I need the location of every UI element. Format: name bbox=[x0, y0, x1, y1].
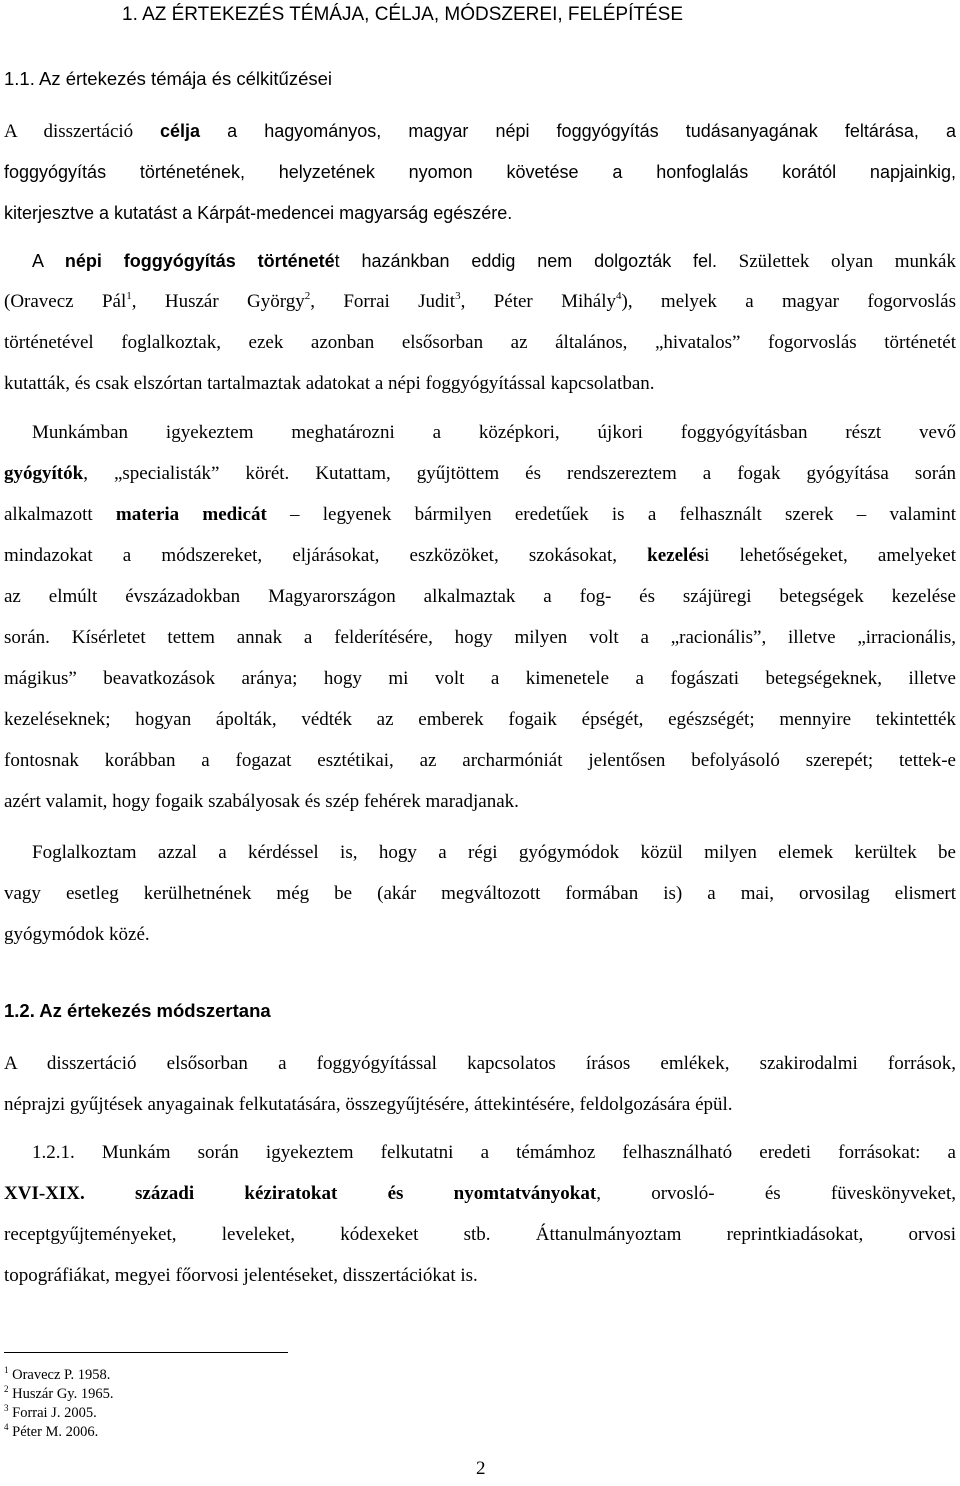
footnote-ref-3: 3 bbox=[455, 290, 461, 302]
paragraph-3-line-3: alkalmazott materia medicát – legyenek bármilyen eredetűek is a felhasznált szerek – valamint bbox=[4, 504, 956, 525]
footnote-4: $^4$ Péter M. 2006. bbox=[4, 1422, 99, 1440]
paragraph-2-line-4: kutatták, és csak elszórtan tartalmaztak adatokat a népi foggyógyítással kapcsolatban. bbox=[4, 373, 655, 394]
paragraph-4-line-3: gyógymódok közé. bbox=[4, 924, 150, 945]
paragraph-4-line-1: Foglalkoztam azzal a kérdéssel is, hogy a régi gyógymódok közül milyen elemek kerültek be bbox=[32, 842, 956, 863]
paragraph-6-line-1: 1.2.1. Munkám során igyekeztem felkutatni a témámhoz felhasználható eredeti forrásokat: a bbox=[32, 1142, 956, 1163]
paragraph-3-line-6: során. Kísérletet tettem annak a felderítésére, hogy milyen volt a „racionális”, illetve „irracionális, bbox=[4, 627, 956, 648]
paragraph-1-line-2: foggyógyítás történetének, helyzetének nyomon követése a honfoglalás korától napjainkig, bbox=[4, 162, 956, 182]
page-number: 2 bbox=[476, 1458, 486, 1479]
footnote-3: $^3$ Forrai J. 2005. bbox=[4, 1403, 97, 1421]
paragraph-3-line-2: gyógyítók, „specialisták” körét. Kutattam, gyűjtöttem és rendszereztem a fogak gyógyítása során bbox=[4, 463, 956, 484]
chapter-heading: 1. AZ ÉRTEKEZÉS TÉMÁJA, CÉLJA, MÓDSZEREI, FELÉPÍTÉSE bbox=[122, 4, 684, 25]
paragraph-6-line-4: topográfiákat, megyei főorvosi jelentéseket, disszertációkat is. bbox=[4, 1265, 478, 1286]
paragraph-5-line-2: néprajzi gyűjtések anyagainak felkutatására, összegyűjtésére, áttekintésére, feldolgozására épül. bbox=[4, 1094, 733, 1115]
footnote-ref-2: 2 bbox=[304, 290, 311, 302]
paragraph-3-line-5: az elmúlt évszázadokban Magyarországon alkalmaztak a fog- és szájüregi betegségek kezelése bbox=[4, 586, 956, 607]
paragraph-2-line-2: (Oravecz Pál$^1$, Huszár György$^2$, Forrai Judit$^3$, Péter Mihály$^4$), melyek a magyar fogorvoslás bbox=[4, 290, 956, 312]
paragraph-4-line-2: vagy esetleg kerülhetnének még be (akár megváltozott formában is) a mai, orvosilag elismert bbox=[4, 883, 956, 904]
paragraph-3-line-7: mágikus” beavatkozások aránya; hogy mi volt a kimenetele a fogászati betegségeknek, illetve bbox=[4, 668, 956, 689]
paragraph-3-line-10: azért valamit, hogy fogaik szabályosak és szép fehérek maradjanak. bbox=[4, 791, 519, 812]
footnote-1: $^1$ Oravecz P. 1958. bbox=[4, 1365, 111, 1383]
paragraph-6-line-2: XVI-XIX. századi kéziratokat és nyomtatványokat, orvosló- és füveskönyveket, bbox=[4, 1183, 956, 1204]
paragraph-2-line-3: történetével foglalkoztak, ezek azonban elsősorban az általános, „hivatalos” fogorvoslás történetét bbox=[4, 332, 956, 353]
footnote-separator bbox=[4, 1352, 288, 1353]
paragraph-3-line-8: kezeléseknek; hogyan ápolták, védték az emberek fogaik épségét, egészségét; mennyire tekintették bbox=[4, 709, 956, 730]
paragraph-6-line-3: receptgyűjteményeket, leveleket, kódexeket stb. Áttanulmányoztam reprintkiadásokat, orvosi bbox=[4, 1224, 956, 1245]
section-heading-1-2: 1.2. Az értekezés módszertana bbox=[4, 1000, 271, 1021]
paragraph-1-line-1: A disszertáció célja a hagyományos, magyar népi foggyógyítás tudásanyagának feltárása, a bbox=[4, 121, 957, 142]
section-heading-1-1: 1.1. Az értekezés témája és célkitűzései bbox=[4, 68, 333, 89]
paragraph-3-line-4: mindazokat a módszereket, eljárásokat, eszközöket, szokásokat, kezelési lehetőségeket, amelyeket bbox=[4, 545, 956, 566]
paragraph-3-line-1: Munkámban igyekeztem meghatározni a középkori, újkori foggyógyításban részt vevő bbox=[32, 422, 956, 443]
paragraph-5-line-1: A disszertáció elsősorban a foggyógyítással kapcsolatos írásos emlékek, szakirodalmi források, bbox=[4, 1053, 956, 1074]
footnote-ref-4: 4 bbox=[616, 290, 622, 302]
paragraph-1-line-3: kiterjesztve a kutatást a Kárpát-medencei magyarság egészére. bbox=[4, 203, 513, 223]
paragraph-2-line-1: A népi foggyógyítás történetét hazánkban eddig nem dolgozták fel. Születtek olyan munkák bbox=[32, 251, 956, 272]
paragraph-3-line-9: fontosnak korábban a fogazat esztétikai, az archarmóniát jelentősen befolyásoló szerepét; tettek-e bbox=[4, 750, 956, 771]
footnote-ref-1: 1 bbox=[126, 290, 132, 302]
footnote-2: $^2$ Huszár Gy. 1965. bbox=[4, 1384, 114, 1402]
